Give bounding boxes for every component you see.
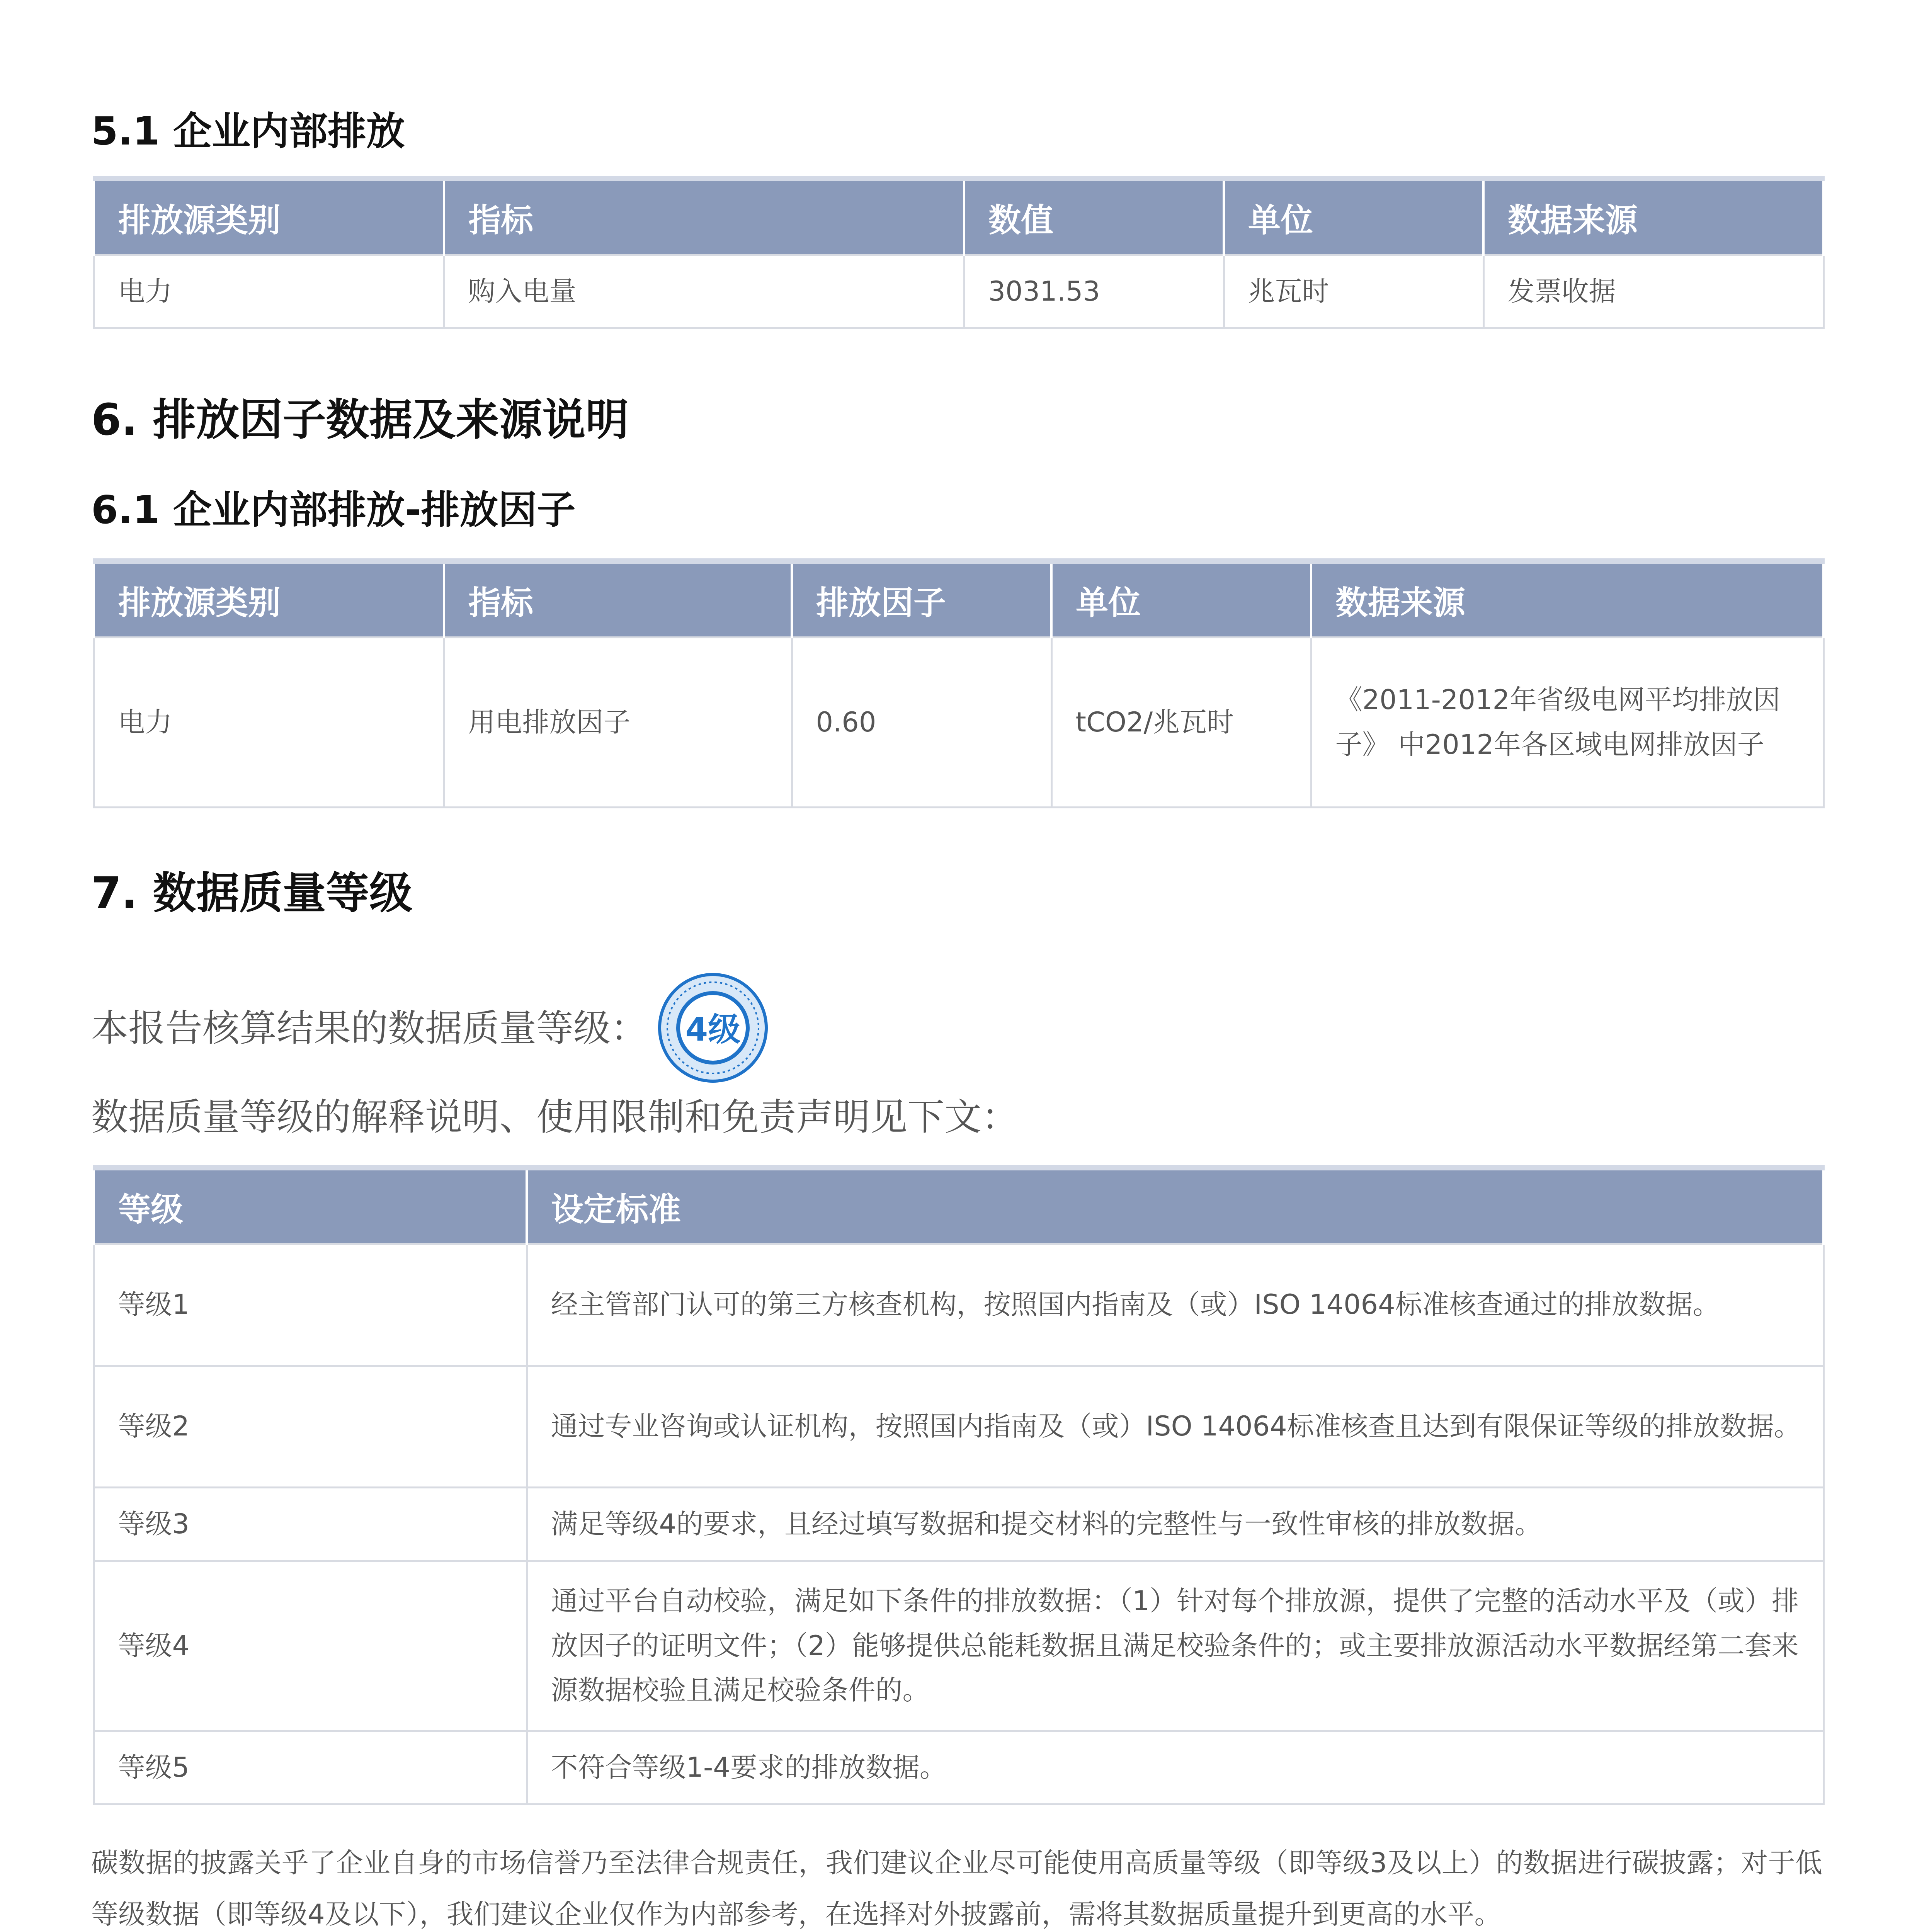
table-cell: 兆瓦时 [1224, 255, 1483, 328]
section-title-5-1: 5.1 企业内部排放 [91, 109, 405, 154]
table-cell: 满足等级4的要求，且经过填写数据和提交材料的完整性与一致性审核的排放数据。 [527, 1488, 1823, 1561]
table-cell: 3031.53 [964, 255, 1224, 328]
column-header: 排放因子 [792, 561, 1051, 638]
column-header: 数值 [964, 179, 1224, 255]
table-header-row [94, 179, 1823, 255]
column-header: 排放源类别 [94, 561, 444, 638]
quality-level-table [93, 1165, 1825, 1805]
column-header: 设定标准 [527, 1168, 1823, 1244]
column-header: 单位 [1051, 561, 1311, 638]
quality-explain-text: 数据质量等级的解释说明、使用限制和免责声明见下文： [91, 1095, 1019, 1139]
emission-factor-table [93, 558, 1825, 808]
disclosure-note: 碳数据的披露关乎了企业自身的市场信誉乃至法律合规责任，我们建议企业尽可能使用高质量等级（即等级3及以上）的数据进行碳披露；对于低等级数据（即等级4及以下），我们建议企业仅作为内部参考，在选择对外披露前，需将其数据质量提升到更高的水平。 [91, 1847, 1822, 1930]
table-cell: 用电排放因子 [444, 638, 792, 808]
table-cell: 0.60 [792, 638, 1051, 808]
table-cell: 电力 [94, 638, 444, 808]
table-cell: 电力 [94, 255, 444, 328]
column-header: 指标 [444, 179, 964, 255]
column-header: 数据来源 [1483, 179, 1823, 255]
table-cell: 《2011-2012年省级电网平均排放因子》 中2012年各区域电网排放因子 [1311, 638, 1823, 808]
table-row [94, 1561, 1823, 1731]
table-row [94, 1731, 1823, 1804]
table-cell: 发票收据 [1483, 255, 1823, 328]
table-row [94, 638, 1823, 808]
table-cell: 通过平台自动校验，满足如下条件的排放数据：（1）针对每个排放源，提供了完整的活动水平及（或）排放因子的证明文件；（2）能够提供总能耗数据且满足校验条件的；或主要排放源活动水平数据经第二套来源数据校验且满足校验条件的。 [527, 1561, 1823, 1731]
quality-seal-icon [657, 972, 769, 1084]
column-header: 等级 [94, 1168, 527, 1244]
table-cell: 通过专业咨询或认证机构，按照国内指南及（或）ISO 14064标准核查且达到有限保证等级的排放数据。 [527, 1366, 1823, 1488]
table-cell: tCO2/兆瓦时 [1051, 638, 1311, 808]
table-cell: 经主管部门认可的第三方核查机构，按照国内指南及（或）ISO 14064标准核查通过的排放数据。 [527, 1244, 1823, 1366]
table-cell: 等级5 [94, 1731, 527, 1804]
table-row [94, 1244, 1823, 1366]
table-row [94, 1366, 1823, 1488]
table-cell: 等级1 [94, 1244, 527, 1366]
table-header-row [94, 1168, 1823, 1244]
table-row [94, 1488, 1823, 1561]
badge-level-text: 4级 [685, 1010, 741, 1048]
quality-result-text: 本报告核算结果的数据质量等级： [91, 1007, 648, 1050]
column-header: 排放源类别 [94, 179, 444, 255]
column-header: 单位 [1224, 179, 1483, 255]
column-header: 数据来源 [1311, 561, 1823, 638]
column-header: 指标 [444, 561, 792, 638]
section-title-7: 7. 数据质量等级 [91, 868, 413, 918]
internal-emissions-table [93, 176, 1825, 329]
table-header-row [94, 561, 1823, 638]
section-title-6: 6. 排放因子数据及来源说明 [91, 395, 629, 445]
table-cell: 购入电量 [444, 255, 964, 328]
table-cell: 不符合等级1-4要求的排放数据。 [527, 1731, 1823, 1804]
table-cell: 等级4 [94, 1561, 527, 1731]
table-cell: 等级2 [94, 1366, 527, 1488]
table-cell: 等级3 [94, 1488, 527, 1561]
section-title-6-1: 6.1 企业内部排放-排放因子 [91, 487, 576, 532]
table-row [94, 255, 1823, 328]
quality-level-badge [657, 972, 769, 1084]
